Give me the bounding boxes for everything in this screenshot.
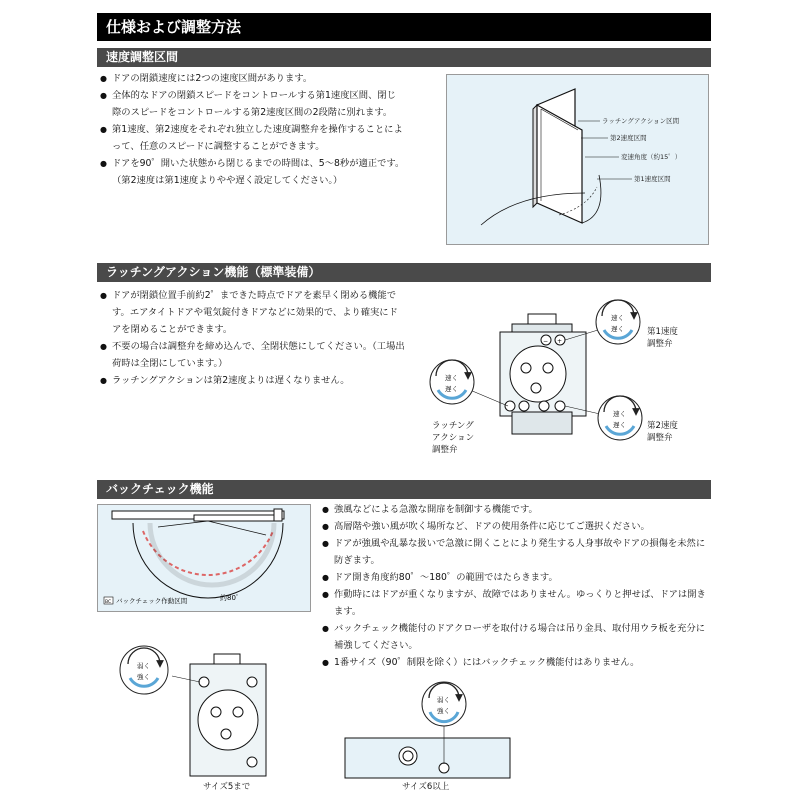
backcheck-bullet: ● ドア開き角度約80゜～180゜の範囲ではたらきます。 — [322, 569, 710, 586]
svg-text:+: + — [557, 338, 563, 345]
section-header-backcheck: バックチェック機能 — [97, 480, 711, 499]
speed-bullet: ● 全体的なドアの閉鎖スピードをコントロールする第1速度区間、閉じ際のスピードをコントロールする第2速度区間の2段階に別れます。 — [100, 87, 405, 121]
valve2-caption: 第2速度 調整弁 — [647, 421, 678, 443]
backcheck-size5-diagram — [110, 640, 280, 780]
backcheck-zone-figure — [97, 504, 311, 612]
backcheck-bullet: ● 1番サイズ（90゜制限を除く）にはバックチェック機能付はありません。 — [322, 654, 710, 671]
legend-label: バックチェック作動区間 — [116, 597, 188, 605]
valve1-caption: 第1速度 調整弁 — [647, 327, 678, 349]
valve2-fast-label: 速く — [613, 410, 626, 418]
size6-weak-label: 弱く — [437, 696, 450, 704]
backcheck-bullet: ● バックチェック機能付のドアクローザを取付ける場合は吊り金具、取付用ウラ板を充分に補強してください。 — [322, 620, 710, 654]
backcheck-size6-diagram — [340, 680, 515, 780]
backcheck-bullet-list — [322, 501, 710, 671]
door-zone-diagram — [447, 75, 708, 244]
shift-angle-label: 変速角度（約15゜） — [621, 153, 682, 161]
legend-mark: BC — [105, 600, 112, 605]
angle-label: 約80゜ — [220, 594, 243, 602]
speed-bullet: ● ドアを90゜開いた状態から閉じるまでの時間は、5～8秒が適正です。（第2速度は第1速度よりやや遅く設定してください。） — [100, 155, 405, 189]
size6-caption: サイズ6以上 — [402, 782, 450, 792]
section-header-latching: ラッチングアクション機能（標準装備） — [97, 263, 711, 282]
size5-strong-label: 強く — [137, 673, 150, 681]
svg-text:−: − — [543, 338, 549, 345]
size6-strong-label: 強く — [437, 707, 450, 715]
latch-bullet-list — [100, 287, 405, 389]
valve1-fast-label: 速く — [611, 314, 624, 322]
valve2-slow-label: 遅く — [613, 421, 626, 429]
latch-fast-label: 速く — [445, 374, 458, 382]
backcheck-bullet: ● 強風などによる急激な開扉を制御する機能です。 — [322, 501, 710, 518]
size5-caption: サイズ5まで — [203, 782, 251, 792]
latch-bullet: ● 不要の場合は調整弁を締め込んで、全閉状態にしてください。（工場出荷時は全閉にしています。） — [100, 338, 405, 372]
page-title: 仕様および調整方法 — [97, 13, 711, 41]
backcheck-bullet: ● 作動時にはドアが重くなりますが、故障ではありません。ゆっくりと押せば、ドアは開きます。 — [322, 586, 710, 620]
backcheck-bullet: ● ドアが強風や乱暴な扱いで急激に開くことにより発生する人身事故やドアの損傷を未然に防ぎます。 — [322, 535, 710, 569]
speed-bullet-list — [100, 70, 405, 189]
speed-bullet: ● ドアの閉鎖速度には2つの速度区間があります。 — [100, 70, 405, 87]
speed-bullet: ● 第1速度、第2速度をそれぞれ独立した速度調整弁を操作することによって、任意のスピードに調整することができます。 — [100, 121, 405, 155]
valve1-slow-label: 遅く — [611, 325, 624, 333]
section-header-speed: 速度調整区間 — [97, 48, 711, 67]
latching-zone-label: ラッチングアクション区間 — [602, 117, 680, 125]
first-zone-label: 第1速度区間 — [634, 175, 671, 183]
backcheck-bullet: ● 高層階や強い風が吹く場所など、ドアの使用条件に応じてご選択ください。 — [322, 518, 710, 535]
latch-bullet: ● ドアが閉鎖位置手前約2゜まできた時点でドアを素早く閉める機能です。エアタイトドアや電気錠付きドアなどに効果的で、より確実にドアを閉めることができます。 — [100, 287, 405, 338]
second-zone-label: 第2速度区間 — [610, 134, 647, 142]
latch-slow-label: 遅く — [445, 385, 458, 393]
latch-valve-caption: ラッチング アクション 調整弁 — [432, 421, 475, 455]
speed-zone-figure — [446, 74, 709, 245]
size5-weak-label: 弱く — [137, 662, 150, 670]
latch-bullet: ● ラッチングアクションは第2速度よりは遅くなりません。 — [100, 372, 405, 389]
